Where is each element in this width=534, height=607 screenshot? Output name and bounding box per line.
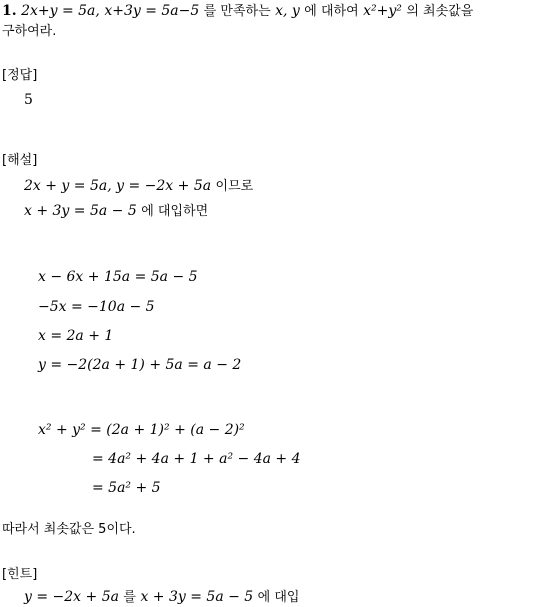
answer-value: 5 — [24, 92, 33, 108]
hint-text-1: 를 — [123, 590, 136, 605]
solution-line-2-math: x + 3y = 5a − 5 — [24, 203, 137, 219]
solution-square-row-2: = 5a² + 5 — [92, 480, 161, 496]
solution-line-2 — [24, 202, 208, 221]
solution-line-1-text: 이므로 — [215, 179, 254, 194]
solution-conclusion: 따라서 최솟값은 5이다. — [2, 522, 136, 537]
hint-math-1: y = −2x + 5a — [24, 589, 119, 605]
solution-step-3: x = 2a + 1 — [38, 328, 114, 344]
solution-line-1-math: 2x + y = 5a, y = −2x + 5a — [24, 178, 212, 194]
problem-text-2: 에 대하여 — [304, 4, 359, 19]
problem-number: 1. — [2, 3, 17, 19]
solution-line-1 — [24, 177, 253, 196]
problem-line-1 — [2, 2, 473, 21]
problem-equation-1: 2x+y = 5a, — [21, 3, 100, 19]
hint-label: [힌트] — [2, 567, 38, 582]
solution-line-2-text: 에 대입하면 — [141, 204, 209, 219]
hint-line — [24, 588, 299, 607]
problem-text-3: 의 최솟값을 — [406, 4, 474, 19]
solution-square-row-1: = 4a² + 4a + 1 + a² − 4a + 4 — [92, 451, 301, 467]
solution-label: [해설] — [2, 153, 38, 168]
solution-step-4: y = −2(2a + 1) + 5a = a − 2 — [38, 357, 242, 373]
solution-step-2: −5x = −10a − 5 — [38, 299, 155, 315]
problem-line-2: 구하여라. — [2, 24, 57, 39]
hint-text-2: 에 대입 — [257, 590, 300, 605]
solution-square-lhs: x² + y² = (2a + 1)² + (a − 2)² — [38, 422, 245, 438]
hint-math-2: x + 3y = 5a − 5 — [140, 589, 254, 605]
problem-equation-2: x+3y = 5a−5 — [104, 3, 200, 19]
solution-step-1: x − 6x + 15a = 5a − 5 — [38, 269, 198, 285]
problem-expression: x²+y² — [363, 3, 402, 19]
answer-label: [정답] — [2, 68, 38, 83]
problem-variables: x, y — [275, 3, 300, 19]
problem-text-1: 를 만족하는 — [203, 4, 271, 19]
